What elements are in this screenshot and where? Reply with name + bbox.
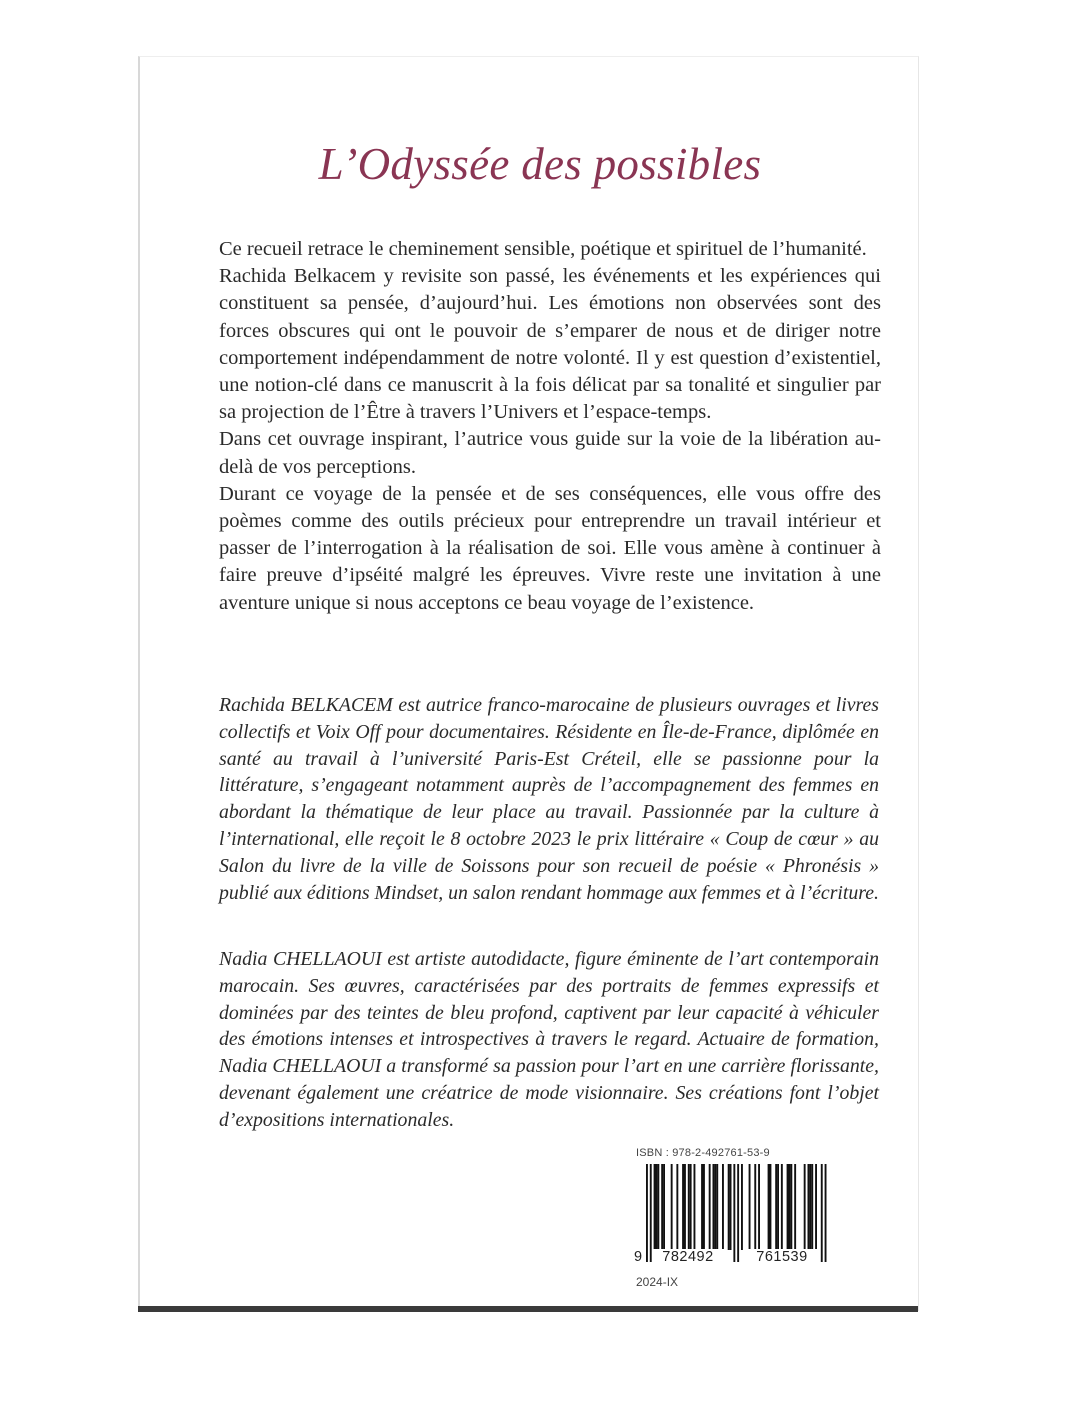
barcode-bar bbox=[777, 1164, 779, 1250]
barcode-bar bbox=[815, 1164, 817, 1250]
barcode-bar bbox=[701, 1164, 703, 1250]
barcode-bar bbox=[794, 1164, 796, 1250]
barcode-bar bbox=[821, 1164, 823, 1262]
summary-paragraph: Ce recueil retrace le cheminement sensible, poétique et spirituel de l’humanité. bbox=[219, 238, 867, 260]
book-title: L’Odyssée des possibles bbox=[318, 139, 762, 189]
barcode-bar bbox=[654, 1164, 656, 1250]
barcode-bar bbox=[804, 1164, 806, 1250]
barcode-bar bbox=[787, 1164, 789, 1250]
barcode-bar bbox=[713, 1164, 715, 1250]
barcode-bar bbox=[690, 1164, 692, 1250]
barcode-bar bbox=[728, 1164, 730, 1250]
author-biography: Rachida BELKACEM est autrice franco-marocaine de plusieurs ouvrages et livres collectifs et Voix Off pour documentaires. Résidente en Île-de-France, diplômée en santé au travail à l’université Paris-Est Créteil, elle se passionne pour la littérature, s’engageant notamment auprès de l’accompagnement des femmes en abordant la thématique de leur place au travail. Passionnée par la culture à l’international, elle reçoit le 8 octobre 2023 le prix littéraire « Coup de cœur » au Salon du livre de la ville de Soissons pour son recueil de poésie « Phronésis » publié aux éditions Mindset, un salon rendant hommage aux femmes et à l’écriture. bbox=[219, 694, 879, 904]
cover-bottom-edge bbox=[138, 1306, 918, 1312]
isbn-label: ISBN : 978-2-492761-53-9 bbox=[636, 1147, 770, 1159]
barcode-bar bbox=[703, 1164, 705, 1250]
barcode-bar bbox=[676, 1164, 678, 1250]
summary-paragraph: Durant ce voyage de la pensée et de ses conséquences, elle vous offre des poèmes comme des outils précieux pour entreprendre un travail intérieur et passer de l’interrogation à la réalisation de soi. Elle vous amène à continuer à faire preuve d’ipséité malgré les épreuves. Vivre reste une invitation à une aventure unique si nous acceptons ce beau voyage de l’existence. bbox=[219, 482, 881, 614]
barcode-bar bbox=[650, 1164, 652, 1262]
barcode-bar bbox=[657, 1164, 659, 1250]
barcode-bar bbox=[714, 1164, 716, 1250]
barcode-bar bbox=[716, 1164, 718, 1250]
barcode-bar bbox=[694, 1164, 696, 1250]
print-code: 2024-IX bbox=[636, 1275, 679, 1289]
barcode-bar bbox=[709, 1164, 711, 1250]
barcode-bar bbox=[768, 1164, 770, 1250]
barcode-bar bbox=[737, 1164, 739, 1262]
barcode-bar bbox=[722, 1164, 724, 1250]
barcode-bar bbox=[733, 1164, 735, 1262]
barcode-bar bbox=[749, 1164, 751, 1250]
barcode-digits-left: 782492 bbox=[652, 1249, 724, 1265]
barcode-bar bbox=[754, 1164, 756, 1250]
barcode-digits-right: 761539 bbox=[746, 1249, 818, 1265]
barcode-bar bbox=[770, 1164, 772, 1250]
barcode-bar bbox=[809, 1164, 811, 1250]
barcode-bar bbox=[682, 1164, 684, 1250]
barcode-bar bbox=[790, 1164, 792, 1250]
barcode-bar bbox=[781, 1164, 783, 1250]
barcode-bar bbox=[758, 1164, 760, 1250]
summary-paragraph: Dans cet ouvrage inspirant, l’autrice vous guide sur la voie de la libération au-delà de vos perceptions. bbox=[219, 428, 881, 478]
barcode-bar bbox=[741, 1164, 743, 1250]
barcode-bar bbox=[730, 1164, 732, 1250]
summary-paragraph: Rachida Belkacem y revisite son passé, les événements et les expériences qui constituent sa pensée, d’aujourd’hui. Les émotions non observées sont des forces obscures qui ont le pouvoir de s’emparer de nous et de diriger notre comportement indépendamment de notre volonté. Il y est question d’existentiel, une notion-clé dans ce manuscrit à la fois délicat par sa tonalité et singulier par sa projection de l’Être à travers l’Univers et l’espace-temps. bbox=[219, 265, 881, 424]
barcode-bar bbox=[684, 1164, 686, 1250]
barcode-bar bbox=[646, 1164, 648, 1262]
barcode-bar bbox=[825, 1164, 827, 1262]
barcode-digit-first: 9 bbox=[634, 1249, 643, 1265]
barcode-bar bbox=[811, 1164, 813, 1250]
barcode-bar bbox=[661, 1164, 663, 1250]
barcode-bar bbox=[808, 1164, 810, 1250]
barcode-bar bbox=[663, 1164, 665, 1250]
barcode-bar bbox=[656, 1164, 658, 1250]
barcode-bar bbox=[688, 1164, 690, 1250]
isbn-barcode bbox=[634, 1164, 836, 1274]
barcode-bar bbox=[775, 1164, 777, 1250]
barcode-bar bbox=[671, 1164, 673, 1250]
book-summary bbox=[219, 236, 881, 617]
artist-biography: Nadia CHELLAOUI est artiste autodidacte, figure éminente de l’art contemporain marocain. Ses œuvres, caractérisées par des portraits de femmes expressifs et dominées par des teintes de bleu profond, captivent par leur capacité à véhiculer des émotions intenses et introspectives à travers le regard. Actuaire de formation, Nadia CHELLAOUI a transformé sa passion pour l’art en une carrière florissante, devenant également une créatrice de mode visionnaire. Ses créations font l’objet d’expositions internationales. bbox=[219, 948, 879, 1131]
barcode-bar bbox=[789, 1164, 791, 1250]
